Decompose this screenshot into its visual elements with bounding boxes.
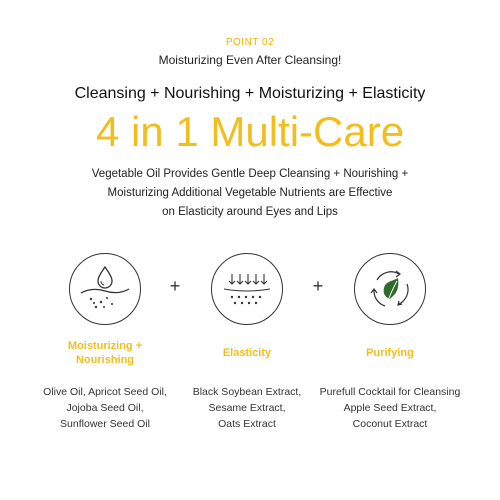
feature-title-line: Purifying xyxy=(366,347,414,359)
ingredient-line: Olive Oil, Apricot Seed Oil, xyxy=(43,386,167,398)
ingredient-line: Black Soybean Extract, xyxy=(192,386,302,398)
description-line: Moisturizing Additional Vegetable Nutrients are Effective xyxy=(107,187,393,199)
plus-separator: + xyxy=(312,276,324,296)
plus-separator: + xyxy=(169,276,181,296)
feature-ingredients-elasticity xyxy=(167,384,327,432)
ingredient-line: Coconut Extract xyxy=(352,418,428,430)
feature-title-line: Elasticity xyxy=(222,347,272,359)
headline: Cleansing + Nourishing + Moisturizing + Elasticity xyxy=(74,85,426,102)
ingredient-line: Jojoba Seed Oil, xyxy=(66,402,144,414)
oil-drop-skin-icon xyxy=(69,253,141,325)
description-line: on Elasticity around Eyes and Lips xyxy=(162,206,338,218)
description xyxy=(0,165,500,222)
feature-title-line: Moisturizing + xyxy=(67,340,143,352)
ingredient-line: Sunflower Seed Oil xyxy=(60,418,150,430)
feature-title-moisturizing xyxy=(25,339,185,367)
description-line: Vegetable Oil Provides Gentle Deep Cleansing + Nourishing + xyxy=(91,168,409,180)
feature-title-elasticity xyxy=(167,346,327,360)
leaf-recycle-icon xyxy=(354,253,426,325)
feature-title-line: Nourishing xyxy=(75,354,135,366)
ingredient-line: Oats Extract xyxy=(218,418,276,430)
feature-ingredients-moisturizing xyxy=(25,384,185,432)
subtitle: Moisturizing Even After Cleansing! xyxy=(158,53,342,67)
ingredient-line: Purefull Cocktail for Cleansing xyxy=(319,386,461,398)
feature-title-purifying xyxy=(310,346,470,360)
ingredient-line: Sesame Extract, xyxy=(208,402,286,414)
ingredient-line: Apple Seed Extract, xyxy=(343,402,437,414)
page-title: 4 in 1 Multi-Care xyxy=(95,108,405,155)
feature-ingredients-purifying xyxy=(310,384,470,432)
point-label: POINT 02 xyxy=(225,37,275,48)
firming-arrows-icon xyxy=(211,253,283,325)
